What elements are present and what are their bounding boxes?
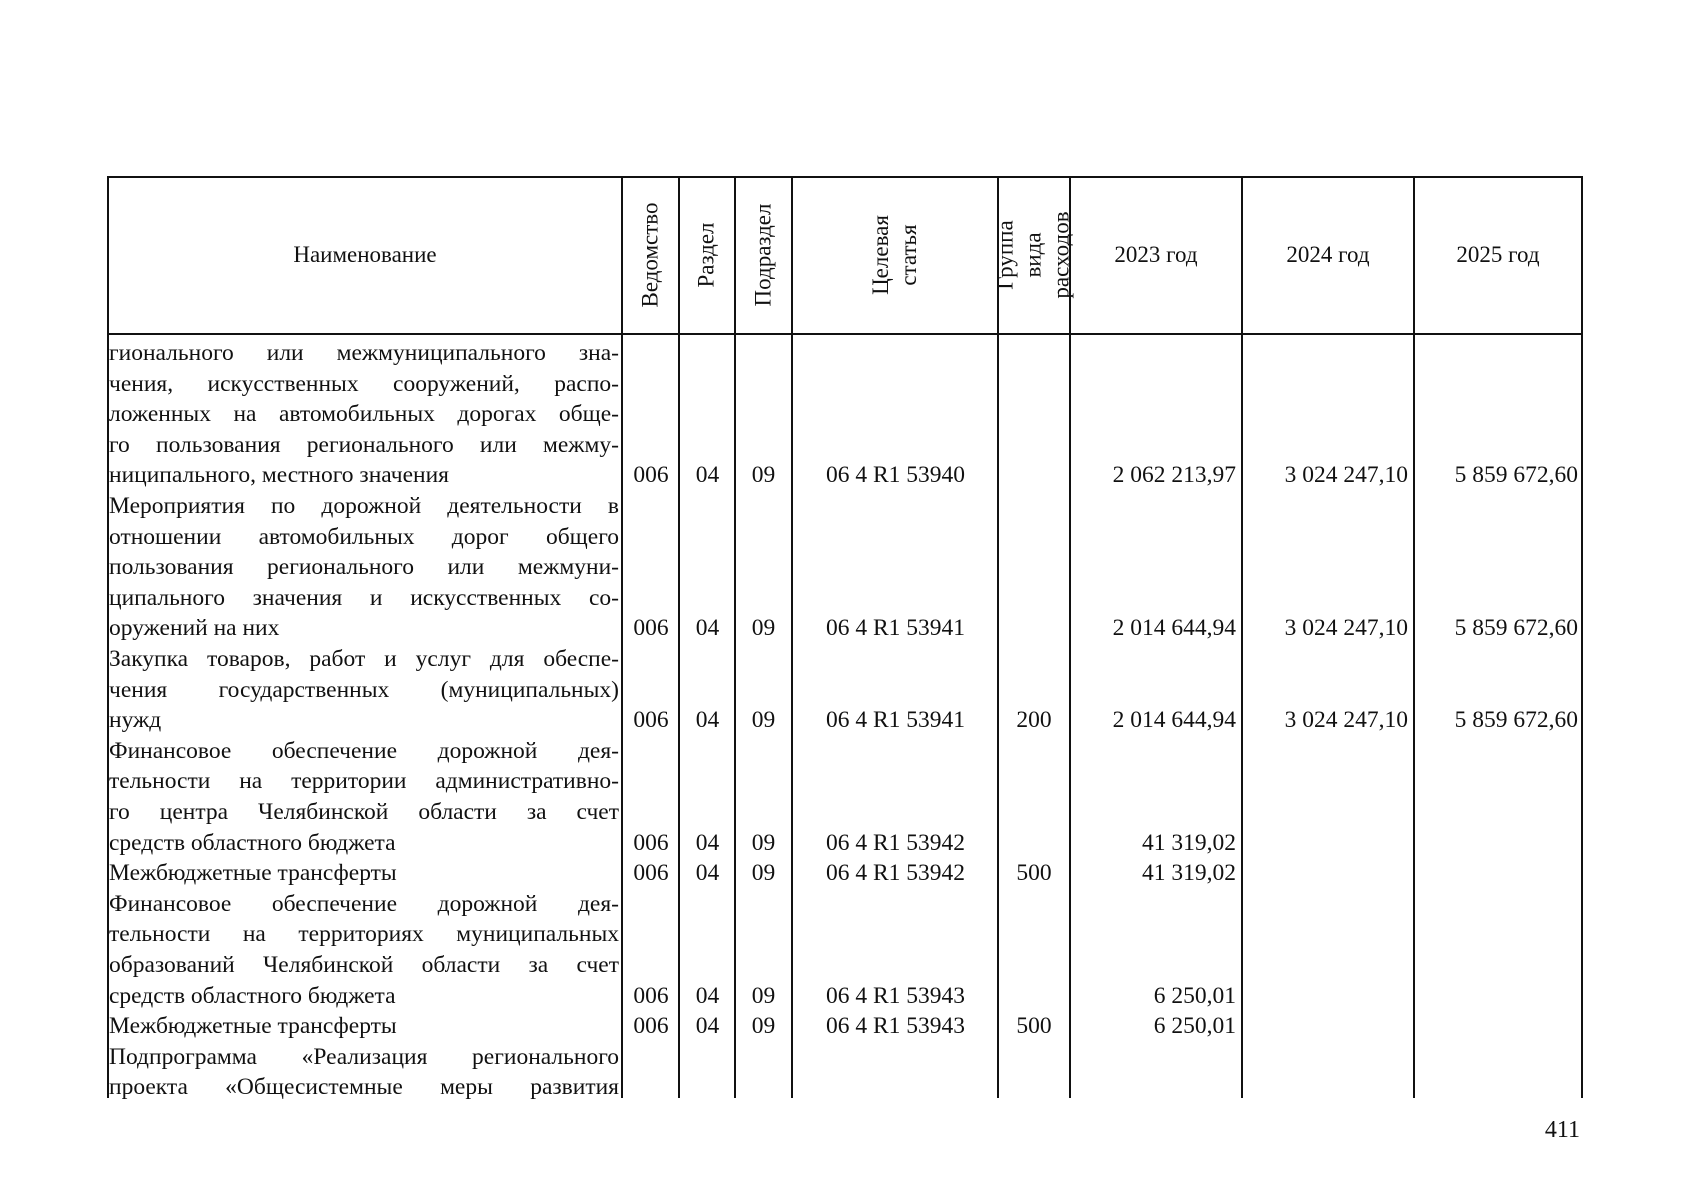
- header-year-2024-label: 2024 год: [1286, 241, 1370, 267]
- header-subsection: [736, 176, 791, 333]
- row-subsection: 09: [751, 829, 776, 856]
- header-name: [109, 176, 621, 333]
- row-subsection: 09: [751, 462, 776, 489]
- row-department: 006: [633, 982, 669, 1009]
- row-name-line: пользования регионального или межмуни-: [109, 554, 619, 581]
- header-year-2025: [1415, 176, 1581, 333]
- row-target-article: 06 4 R1 53942: [825, 829, 966, 856]
- header-target-article-label: [867, 215, 923, 295]
- row-target-article: 06 4 R1 53940: [825, 462, 966, 489]
- row-amount-2023: 6 250,01: [1153, 982, 1236, 1009]
- row-amount-2025: 5 859 672,60: [1454, 707, 1578, 734]
- row-name-line: Мероприятия по дорожной деятельности в: [109, 493, 619, 519]
- header-year-2023: [1071, 176, 1241, 333]
- header-year-2023-label: 2023 год: [1114, 241, 1198, 267]
- row-amount-2024: 3 024 247,10: [1284, 462, 1408, 489]
- row-amount-2023: 2 014 644,94: [1112, 707, 1236, 734]
- row-department: 006: [633, 615, 669, 642]
- row-amount-2023: 41 319,02: [1142, 860, 1236, 887]
- row-department: 006: [633, 829, 669, 856]
- row-amount-2025: 5 859 672,60: [1454, 615, 1578, 642]
- row-name-line: Межбюджетные трансферты: [109, 1013, 397, 1040]
- row-name-line: Финансовое обеспечение дорожной дея-: [109, 890, 619, 917]
- row-department: 006: [633, 462, 669, 489]
- header-name-label: Наименование: [293, 241, 437, 267]
- row-name-line: Межбюджетные трансферты: [109, 860, 397, 887]
- row-name-line: гионального или межмуниципального зна-: [109, 340, 619, 366]
- header-expense-group: [993, 176, 1075, 333]
- header-department-label: Ведомство: [637, 201, 663, 308]
- row-subsection: 09: [751, 860, 776, 887]
- header-year-2024: [1243, 176, 1413, 333]
- row-name-line: проекта «Общесистемные меры развития: [109, 1074, 619, 1101]
- header-section-label: Раздел: [694, 221, 719, 288]
- header-expense-group-line: расходов: [1049, 210, 1075, 299]
- row-section: 04: [695, 1013, 720, 1040]
- row-subsection: 09: [751, 707, 776, 734]
- row-department: 006: [633, 707, 669, 734]
- row-target-article: 06 4 R1 53943: [825, 1013, 966, 1040]
- header-expense-group-line: Группа вида: [993, 219, 1047, 290]
- row-department: 006: [633, 1013, 669, 1040]
- row-subsection: 09: [751, 615, 776, 642]
- row-section: 04: [695, 707, 720, 734]
- row-section: 04: [695, 982, 720, 1009]
- header-subsection-label: Подраздел: [750, 203, 776, 306]
- row-amount-2024: 3 024 247,10: [1284, 707, 1408, 734]
- row-name-line: тельности на территории административно-: [109, 768, 619, 795]
- row-amount-2025: 5 859 672,60: [1454, 462, 1578, 489]
- row-name-line: отношении автомобильных дорог общего: [109, 523, 619, 550]
- budget-table: [107, 176, 1582, 1101]
- row-name-line: нужд: [109, 707, 162, 734]
- row-amount-2023: 41 319,02: [1142, 829, 1236, 856]
- row-section: 04: [695, 615, 720, 642]
- row-amount-2024: 3 024 247,10: [1284, 615, 1408, 642]
- row-amount-2023: 2 062 213,97: [1112, 462, 1236, 489]
- header-expense-group-label: [992, 211, 1076, 298]
- row-department: 006: [633, 860, 669, 887]
- row-subsection: 09: [751, 1013, 776, 1040]
- row-name-line: средств областного бюджета: [109, 982, 396, 1009]
- header-target-article-line: Целевая: [867, 214, 893, 295]
- row-name-line: Закупка товаров, работ и услуг для обеспе-: [109, 646, 619, 672]
- row-name-line: средств областного бюджета: [109, 829, 396, 856]
- row-name-line: оружений на них: [109, 615, 280, 642]
- row-name-line: чения, искусственных сооружений, распо-: [109, 370, 619, 397]
- header-target-article: [793, 176, 997, 333]
- header-department: [623, 176, 678, 333]
- row-target-article: 06 4 R1 53942: [825, 860, 966, 887]
- row-name-line: чения государственных (муниципальных): [109, 676, 619, 703]
- row-amount-2023: 2 014 644,94: [1112, 615, 1236, 642]
- header-bottom-border: [107, 333, 1582, 335]
- row-name-line: ципального значения и искусственных со-: [109, 584, 619, 611]
- row-expense-group: 200: [1016, 707, 1052, 734]
- row-name-line: образований Челябинской области за счет: [109, 952, 619, 978]
- row-subsection: 09: [751, 982, 776, 1009]
- row-name-line: го пользования регионального или межму-: [109, 431, 619, 458]
- row-target-article: 06 4 R1 53943: [825, 982, 966, 1009]
- header-target-article-line: статья: [895, 223, 921, 286]
- row-expense-group: 500: [1016, 860, 1052, 887]
- page-number: 411: [1544, 1117, 1580, 1143]
- row-name-line: Подпрограмма «Реализация регионального: [109, 1043, 619, 1070]
- row-name-line: ниципального, местного значения: [109, 462, 449, 489]
- row-name-line: тельности на территориях муниципальных: [109, 921, 619, 948]
- header-section: [680, 176, 734, 333]
- header-year-2025-label: 2025 год: [1456, 241, 1540, 267]
- row-amount-2023: 6 250,01: [1153, 1013, 1236, 1040]
- row-expense-group: 500: [1016, 1013, 1052, 1040]
- row-target-article: 06 4 R1 53941: [825, 707, 966, 734]
- row-section: 04: [695, 829, 720, 856]
- row-target-article: 06 4 R1 53941: [825, 615, 966, 642]
- row-name-line: ложенных на автомобильных дорогах обще-: [109, 401, 619, 428]
- row-section: 04: [695, 462, 720, 489]
- row-name-line: Финансовое обеспечение дорожной дея-: [109, 737, 619, 764]
- row-section: 04: [695, 860, 720, 887]
- row-name-line: го центра Челябинской области за счет: [109, 799, 619, 825]
